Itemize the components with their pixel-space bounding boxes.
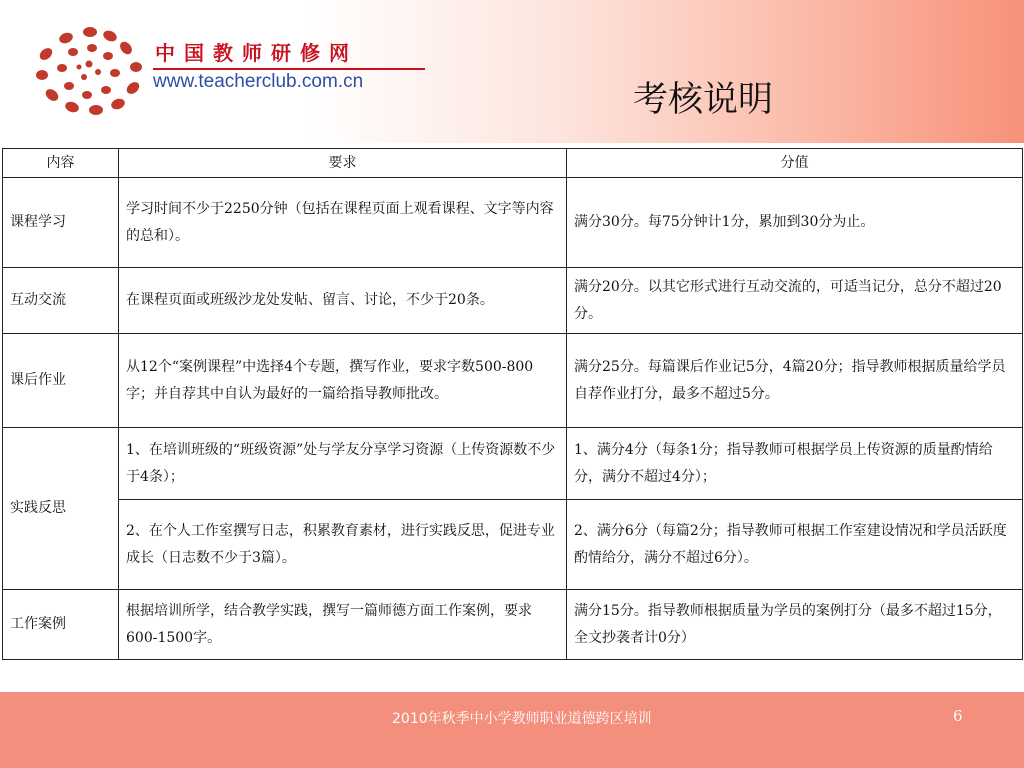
table-row	[3, 500, 1023, 590]
row-score: 满分15分。指导教师根据质量为学员的案例打分（最多不超过15分，全文抄袭者计0分）	[567, 590, 1023, 660]
table-row	[3, 590, 1023, 660]
header-requirement: 要求	[119, 149, 567, 178]
row-requirement: 1、在培训班级的“班级资源”处与学友分享学习资源（上传资源数不少于4条）；	[119, 428, 567, 500]
row-content: 实践反思	[3, 428, 119, 590]
slide-header	[0, 0, 1024, 143]
header-content: 内容	[3, 149, 119, 178]
dotted-flower-logo-icon	[32, 22, 150, 118]
row-score: 满分30分。每75分钟计1分，累加到30分为止。	[567, 178, 1023, 268]
page-title: 考核说明	[633, 80, 774, 120]
row-requirement: 从12个“案例课程”中选择4个专题，撰写作业，要求字数500-800字；并自荐其中自认为最好的一篇给指导教师批改。	[119, 334, 567, 428]
table-row	[3, 268, 1023, 334]
row-requirement: 2、在个人工作室撰写日志，积累教育素材，进行实践反思，促进专业成长（日志数不少于3篇）。	[119, 500, 567, 590]
table-row	[3, 334, 1023, 428]
site-name: 中国教师研修网	[155, 41, 358, 65]
row-requirement: 学习时间不少于2250分钟（包括在课程页面上观看课程、文字等内容的总和）。	[119, 178, 567, 268]
footer-text: 2010年秋季中小学教师职业道德跨区培训	[392, 711, 652, 727]
site-name-underline	[153, 68, 425, 70]
row-score: 满分20分。以其它形式进行互动交流的，可适当记分，总分不超过20分。	[567, 268, 1023, 334]
row-score: 2、满分6分（每篇2分；指导教师可根据工作室建设情况和学员活跃度酌情给分，满分不超过6分）。	[567, 500, 1023, 590]
row-content: 工作案例	[3, 590, 119, 660]
table-row	[3, 428, 1023, 500]
page-number: 6	[953, 707, 963, 725]
assessment-table	[2, 148, 1023, 660]
header-score: 分值	[567, 149, 1023, 178]
row-score: 1、满分4分（每条1分；指导教师可根据学员上传资源的质量酌情给分，满分不超过4分）；	[567, 428, 1023, 500]
site-url: www.teacherclub.com.cn	[153, 71, 364, 92]
table-header-row	[3, 149, 1023, 178]
row-content: 课后作业	[3, 334, 119, 428]
row-requirement: 在课程页面或班级沙龙处发帖、留言、讨论，不少于20条。	[119, 268, 567, 334]
table-row	[3, 178, 1023, 268]
row-content: 互动交流	[3, 268, 119, 334]
slide-footer	[0, 692, 1024, 768]
row-score: 满分25分。每篇课后作业记5分，4篇20分；指导教师根据质量给学员自荐作业打分，最多不超过5分。	[567, 334, 1023, 428]
row-content: 课程学习	[3, 178, 119, 268]
row-requirement: 根据培训所学，结合教学实践，撰写一篇师德方面工作案例，要求600-1500字。	[119, 590, 567, 660]
